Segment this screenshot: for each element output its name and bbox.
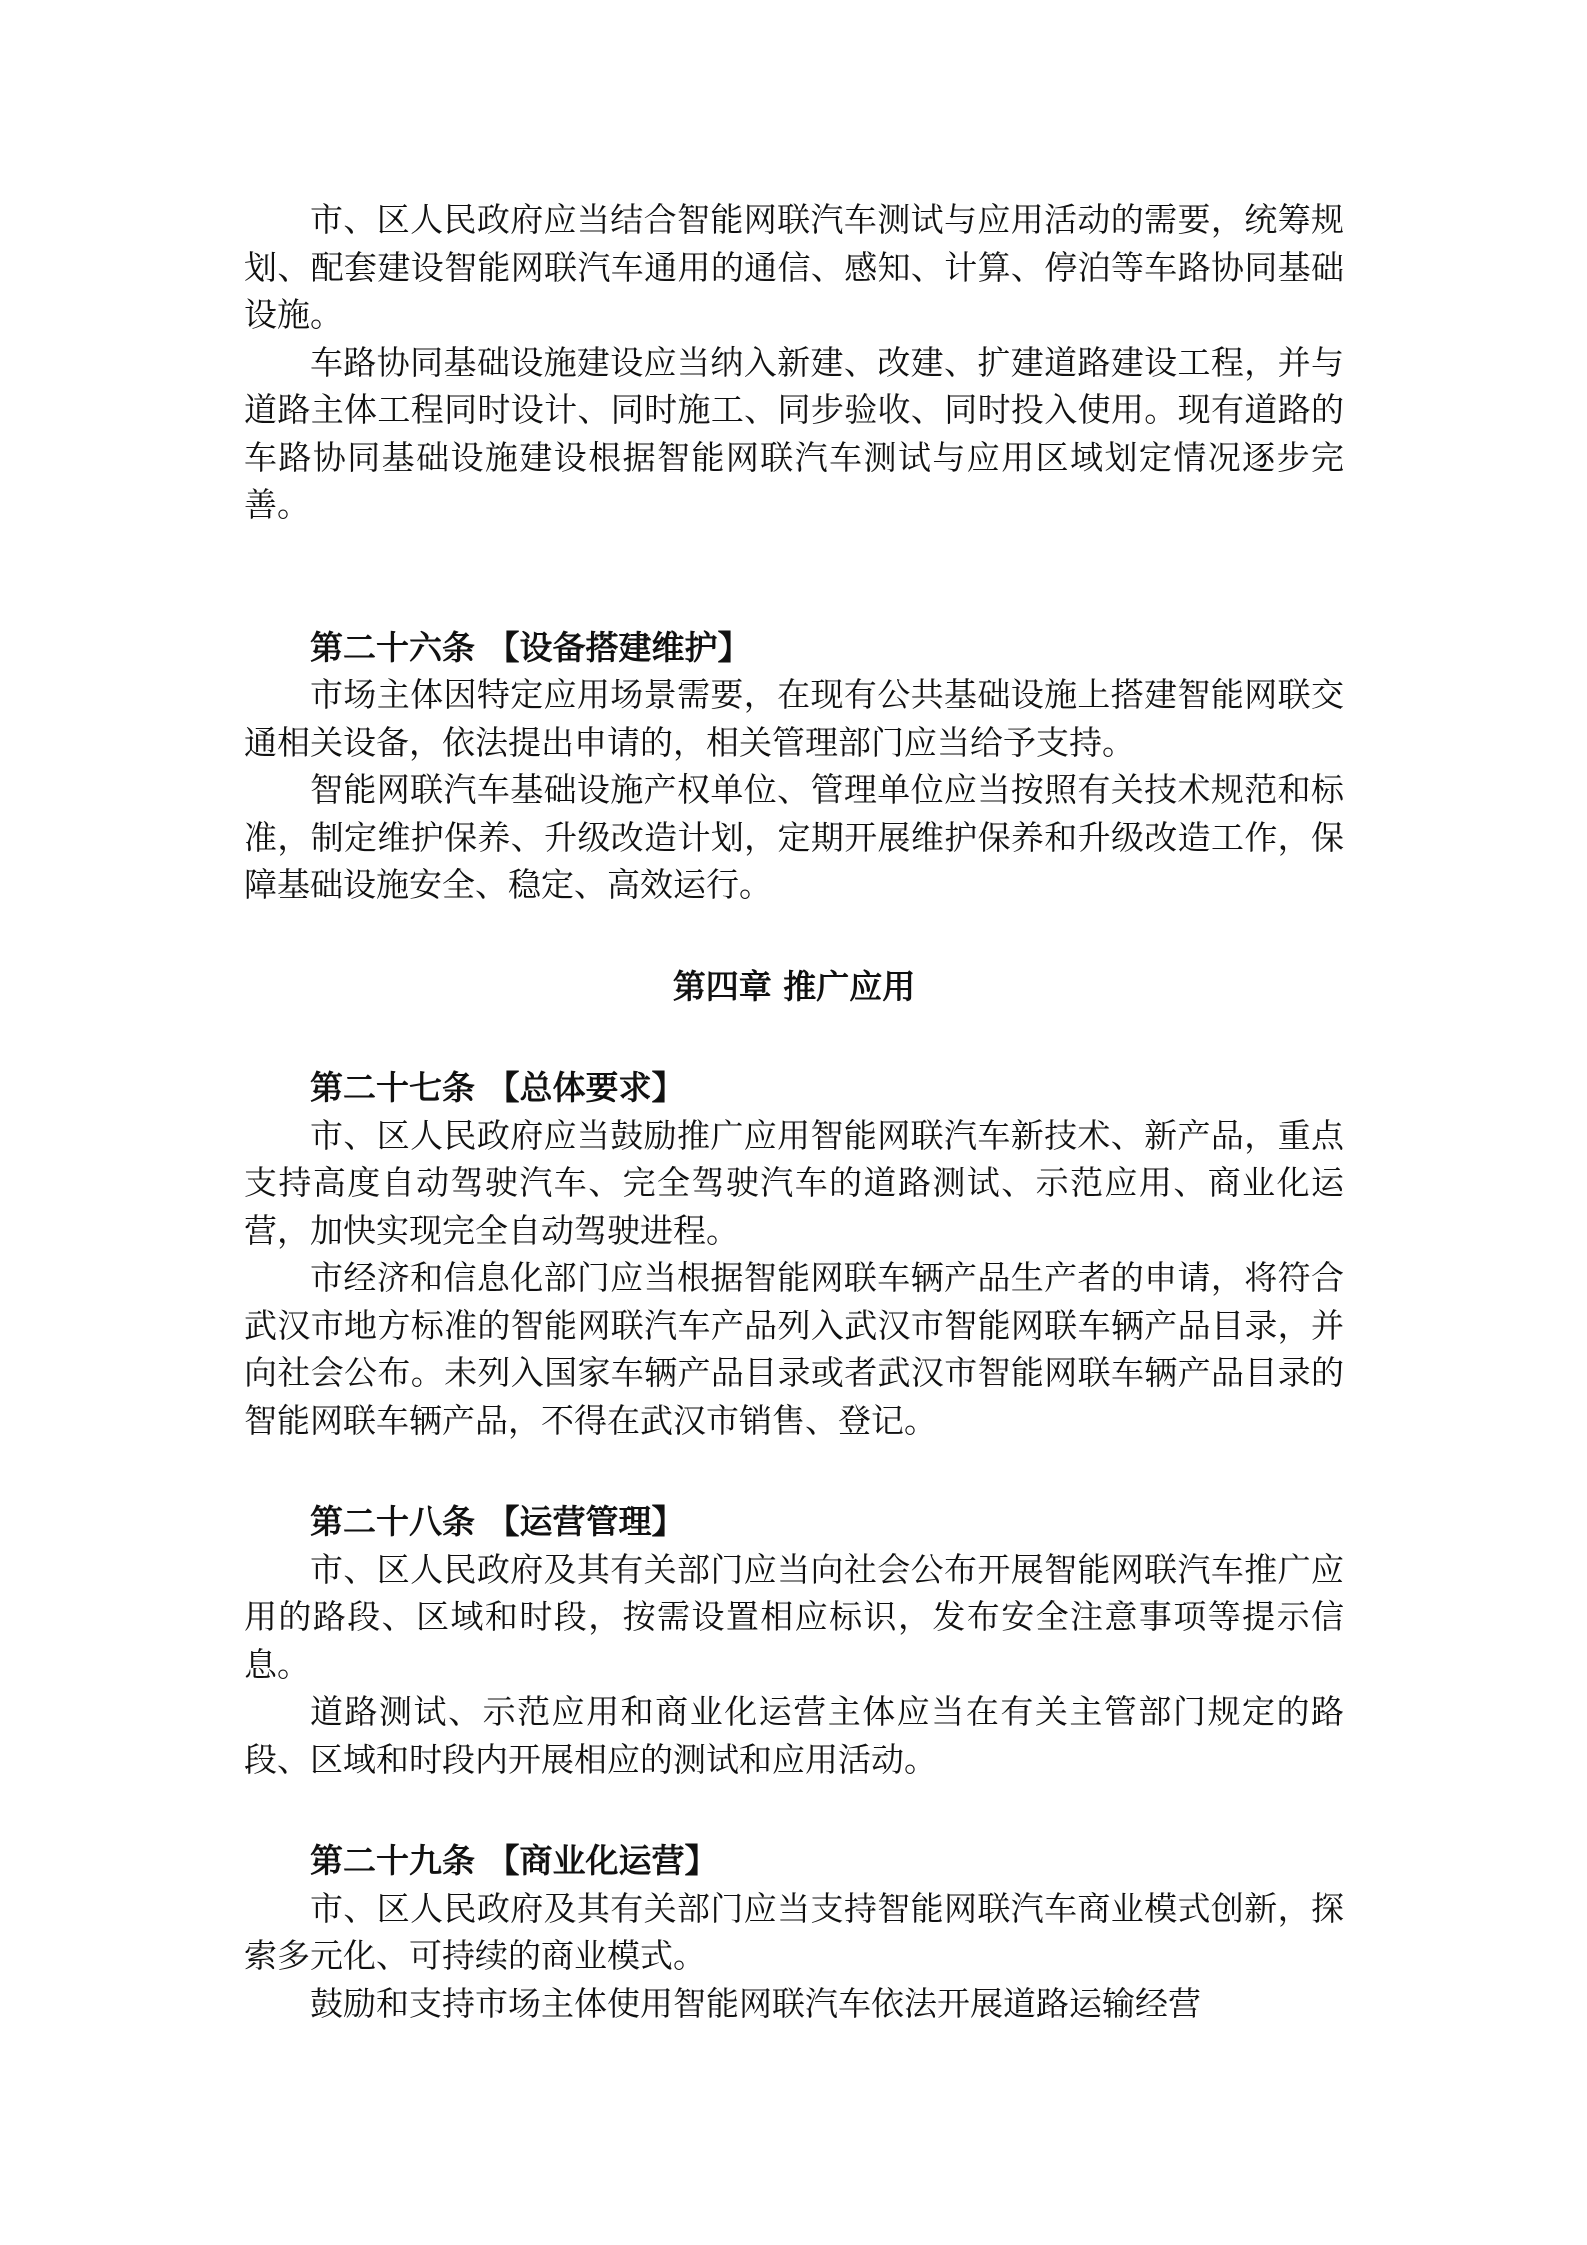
article-27-heading: 第二十七条 【总体要求】	[310, 1068, 685, 1107]
paragraph: 市、区人民政府应当鼓励推广应用智能网联汽车新技术、新产品，重点支持高度自动驾驶汽车、完全驾驶汽车的道路测试、示范应用、商业化运营，加快实现完全自动驾驶进程。	[244, 1115, 1344, 1250]
article-28-heading: 第二十八条 【运营管理】	[310, 1502, 685, 1541]
paragraph: 市、区人民政府及其有关部门应当支持智能网联汽车商业模式创新，探索多元化、可持续的商业模式。	[244, 1888, 1344, 1975]
article-29-heading: 第二十九条 【商业化运营】	[310, 1841, 718, 1880]
paragraph: 市场主体因特定应用场景需要，在现有公共基础设施上搭建智能网联交通相关设备，依法提出申请的，相关管理部门应当给予支持。	[244, 675, 1344, 762]
paragraph: 市经济和信息化部门应当根据智能网联车辆产品生产者的申请，将符合武汉市地方标准的智能网联汽车产品列入武汉市智能网联车辆产品目录，并向社会公布。未列入国家车辆产品目录或者武汉市智能网联车辆产品目录的智能网联车辆产品，不得在武汉市销售、登记。	[244, 1258, 1344, 1440]
paragraph: 车路协同基础设施建设应当纳入新建、改建、扩建道路建设工程，并与道路主体工程同时设计、同时施工、同步验收、同时投入使用。现有道路的车路协同基础设施建设根据智能网联汽车测试与应用区域划定情况逐步完善。	[244, 342, 1344, 524]
paragraph: 鼓励和支持市场主体使用智能网联汽车依法开展道路运输经营	[310, 1983, 1201, 2023]
document-body	[244, 196, 1344, 2027]
chapter-title: 第四章 推广应用	[672, 966, 916, 1006]
paragraph: 道路测试、示范应用和商业化运营主体应当在有关主管部门规定的路段、区域和时段内开展相应的测试和应用活动。	[244, 1692, 1344, 1779]
paragraph: 市、区人民政府及其有关部门应当向社会公布开展智能网联汽车推广应用的路段、区域和时段，按需设置相应标识，发布安全注意事项等提示信息。	[244, 1549, 1344, 1684]
paragraph: 市、区人民政府应当结合智能网联汽车测试与应用活动的需要，统筹规划、配套建设智能网联汽车通用的通信、感知、计算、停泊等车路协同基础设施。	[244, 200, 1344, 334]
article-26-heading: 第二十六条 【设备搭建维护】	[310, 627, 751, 667]
paragraph: 智能网联汽车基础设施产权单位、管理单位应当按照有关技术规范和标准，制定维护保养、升级改造计划，定期开展维护保养和升级改造工作，保障基础设施安全、稳定、高效运行。	[244, 770, 1344, 904]
